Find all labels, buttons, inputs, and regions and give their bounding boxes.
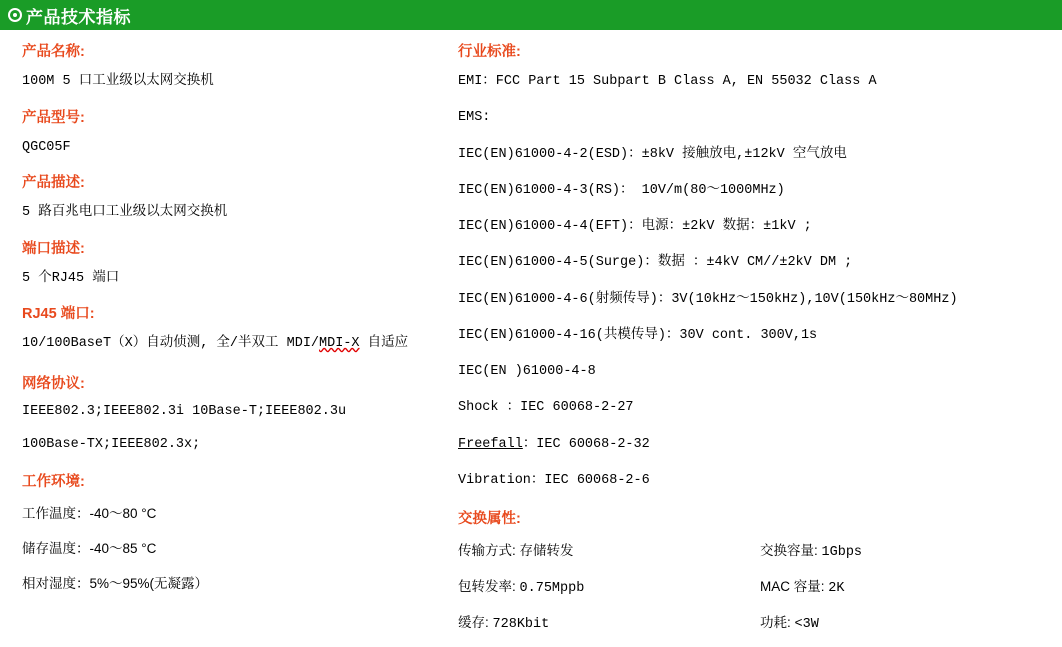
std-line-shock: Shock ：IEC 60068-2-27	[458, 400, 634, 416]
attr-label: 功耗:	[760, 615, 791, 630]
attr-packet-forwarding-rate	[458, 575, 760, 596]
label-network-protocol: 网络协议:	[22, 375, 85, 392]
std-line-ems: EMS:	[458, 110, 491, 126]
label-product-name: 产品名称:	[22, 44, 85, 60]
attr-value: 728Kbit	[492, 617, 550, 632]
attr-switch-capacity	[760, 539, 1062, 560]
left-column	[0, 40, 430, 647]
attr-value: <3W	[794, 617, 819, 632]
freefall-label: Freefall	[458, 436, 523, 452]
attr-value: 2K	[828, 581, 845, 596]
attr-label: MAC 容量:	[760, 579, 825, 594]
attr-buffer	[458, 611, 760, 632]
std-line-surge: IEC(EN)61000-4-5(Surge)：数据 ：±4kV CM//±2kV DM ;	[458, 255, 853, 271]
attr-value: 1Gbps	[821, 545, 863, 560]
attr-value: 存储转发	[519, 545, 574, 560]
attr-value: 0.75Mppb	[519, 581, 585, 596]
std-line-freefall	[458, 435, 1062, 455]
attr-label: 交换容量:	[760, 543, 818, 558]
value-operating-temperature: 工作温度：-40～80 °C	[22, 505, 157, 521]
value-network-protocol-1: IEEE802.3;IEEE802.3i 10Base-T;IEEE802.3u	[22, 403, 347, 419]
value-relative-humidity: 相对湿度：5%～95%(无凝露）	[22, 575, 209, 591]
std-line-61000-4-8: IEC(EN )61000-4-8	[458, 364, 596, 379]
std-line-esd: IEC(EN)61000-4-2(ESD)：±8kV 接触放电,±12kV 空气放电	[458, 146, 847, 162]
value-port-description: 5 个RJ45 端口	[22, 270, 120, 286]
rj45-text-a: 10/100BaseT（X）自动侦测, 全/半双工 MDI/	[22, 336, 320, 352]
industry-standard-list	[458, 72, 1062, 491]
label-port-description: 端口描述:	[22, 240, 85, 257]
attr-transmission-mode	[458, 539, 760, 560]
value-product-model: QGC05F	[22, 139, 71, 155]
std-line-cs: IEC(EN)61000-4-6(射频传导)：3V(10kHz～150kHz),10V(150kHz～80MHz)	[458, 291, 958, 307]
attr-mac-capacity	[760, 575, 1062, 596]
spec-columns	[0, 30, 1062, 647]
std-line-vibration: Vibration：IEC 60068-2-6	[458, 472, 650, 488]
switch-attributes-grid	[458, 539, 1062, 647]
value-product-description: 5 路百兆电口工业级以太网交换机	[22, 205, 228, 221]
label-product-model: 产品型号:	[22, 109, 85, 126]
rj45-text-c: 自适应	[359, 336, 409, 352]
std-line-emi: EMI：FCC Part 15 Subpart B Class A, EN 55032 Class A	[458, 74, 877, 89]
label-product-description: 产品描述:	[22, 175, 85, 192]
section-header	[0, 0, 1062, 30]
page-title: 产品技术指标	[26, 7, 131, 27]
label-environment: 工作环境:	[22, 473, 85, 490]
value-rj45-port	[22, 334, 430, 354]
value-storage-temperature: 储存温度：-40～85 °C	[22, 540, 157, 556]
std-line-common-mode: IEC(EN)61000-4-16(共模传导)：30V cont. 300V,1s	[458, 327, 818, 343]
std-line-rs: IEC(EN)61000-4-3(RS)： 10V/m(80～1000MHz)	[458, 182, 785, 198]
label-rj45-port: RJ45 端口:	[22, 306, 95, 323]
attr-power-consumption	[760, 611, 1062, 632]
label-switch-attributes: 交换属性:	[458, 511, 521, 527]
value-network-protocol-2: 100Base-TX;IEEE802.3x;	[22, 436, 201, 452]
target-circle-icon	[8, 8, 22, 22]
right-column	[430, 40, 1062, 647]
attr-label: 传输方式:	[458, 543, 516, 558]
value-product-name: 100M 5 口工业级以太网交换机	[22, 74, 214, 89]
attr-label: 缓存:	[458, 615, 489, 630]
attr-label: 包转发率:	[458, 579, 516, 594]
std-line-eft: IEC(EN)61000-4-4(EFT)：电源：±2kV 数据：±1kV ;	[458, 219, 812, 234]
label-industry-standard: 行业标准:	[458, 44, 521, 60]
rj45-text-b: MDI-X	[319, 336, 360, 352]
freefall-value: ：IEC 60068-2-32	[522, 436, 650, 452]
